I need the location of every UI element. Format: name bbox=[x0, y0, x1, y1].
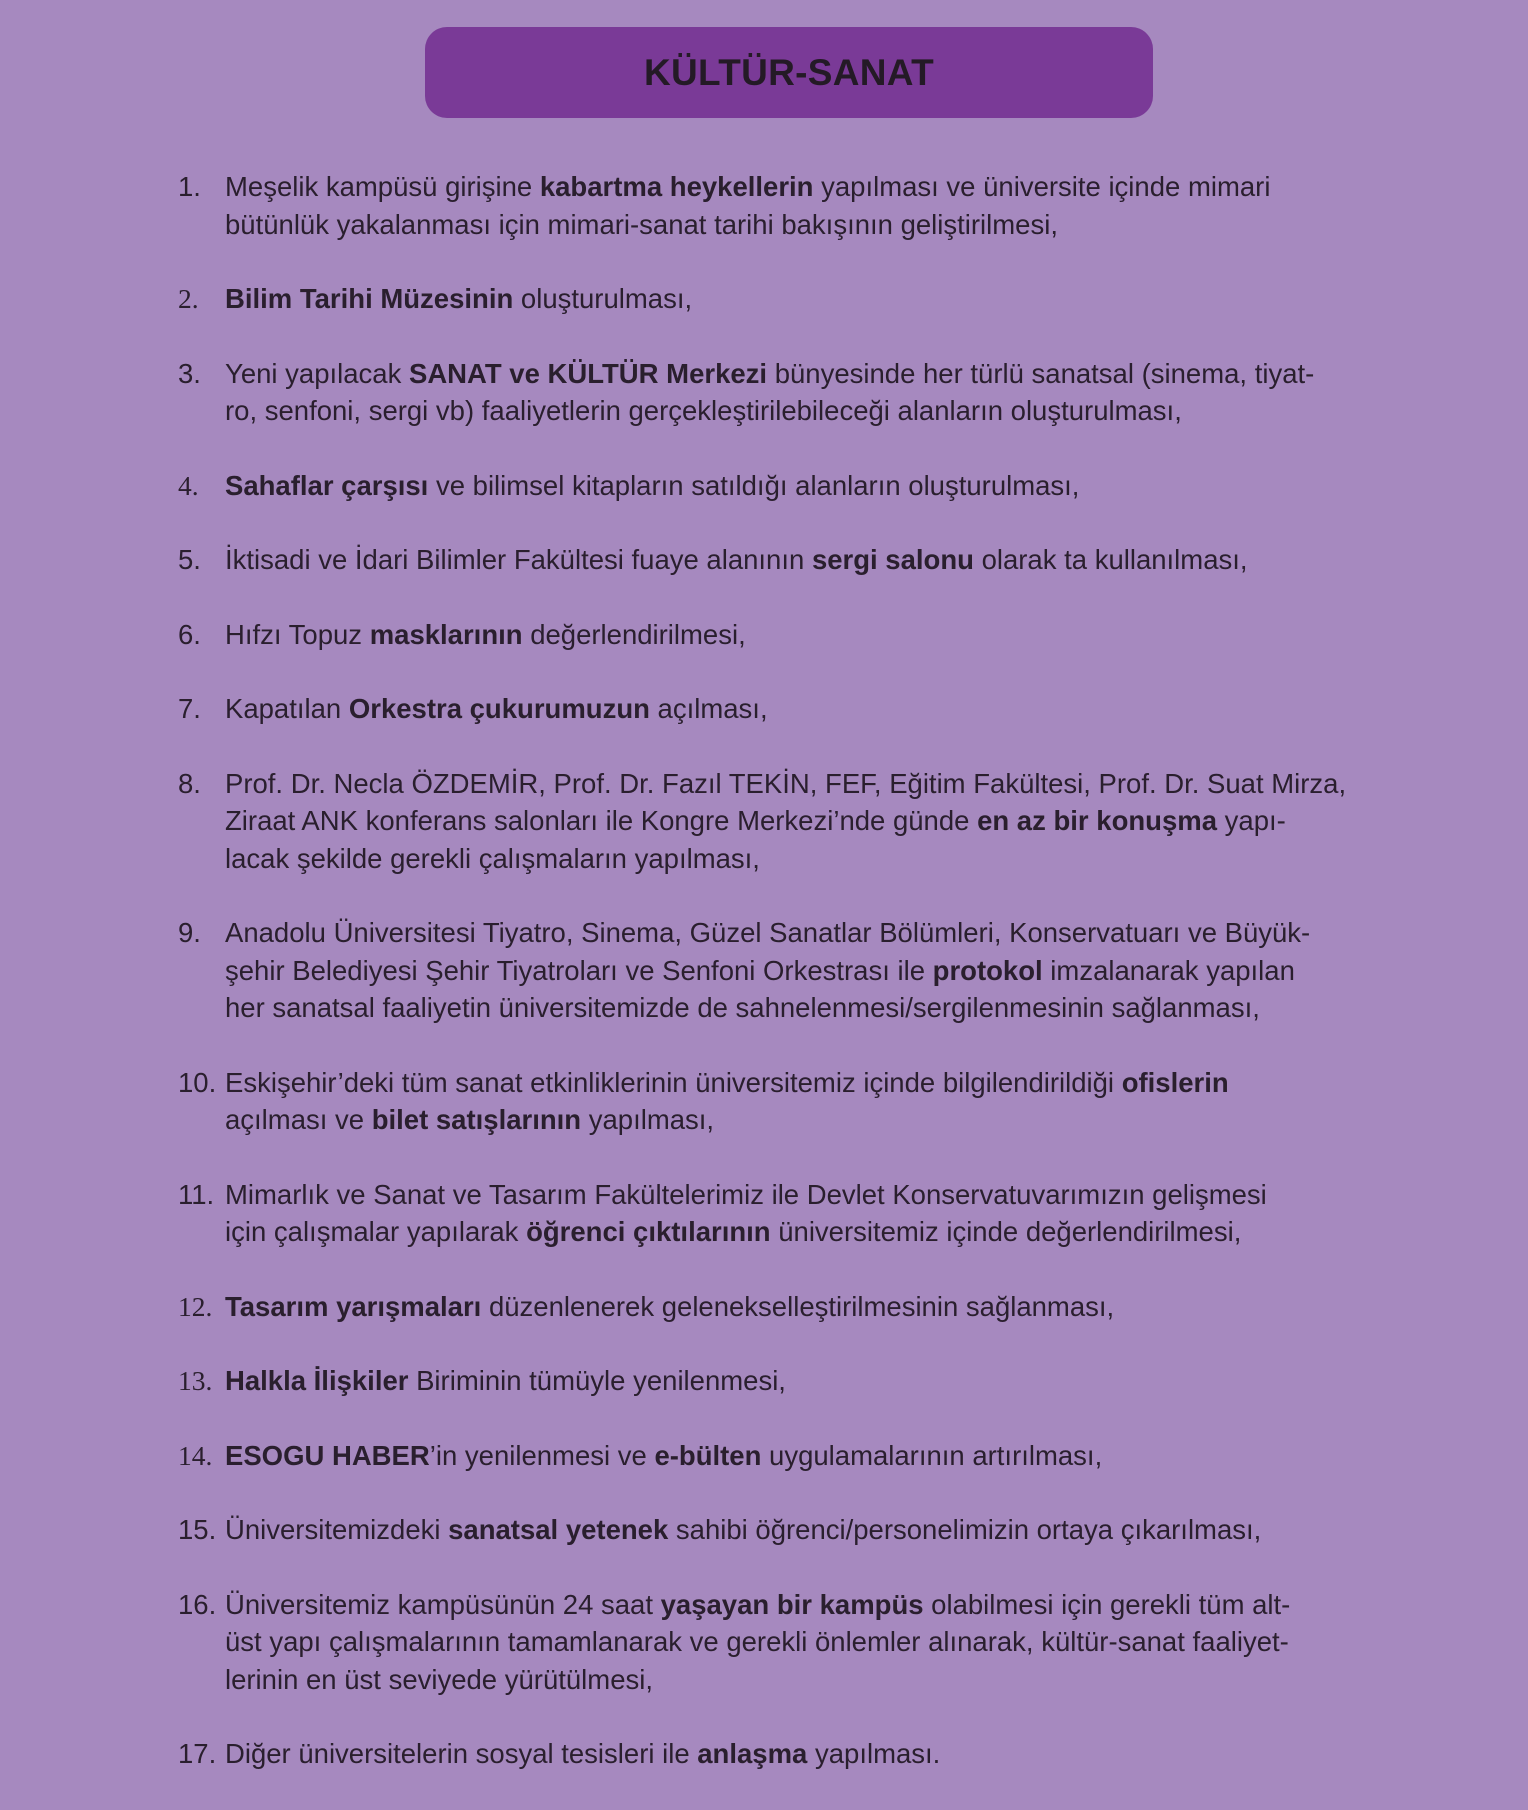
item-number: 8. bbox=[178, 767, 201, 799]
item-number: 16. bbox=[178, 1588, 217, 1620]
item-text-segment: ro, senfoni, sergi vb) faaliyetlerin gerçekleştirilebileceği alanların oluşturulması, bbox=[225, 395, 1182, 426]
item-text-segment: imzalanarak yapılan bbox=[1042, 954, 1295, 986]
item-number: 2. bbox=[178, 283, 199, 314]
list-item bbox=[178, 765, 1358, 878]
item-emphasis: öğrenci çıktılarının bbox=[526, 1216, 771, 1247]
item-text-segment: yapı- bbox=[1217, 805, 1286, 836]
item-text-segment: Meşelik kampüsü girişine bbox=[225, 171, 540, 202]
item-text-segment: lacak şekilde gerekli çalışmaların yapılması, bbox=[225, 842, 760, 874]
item-text-segment: Kapatılan bbox=[225, 693, 349, 724]
item-text bbox=[225, 1064, 1358, 1139]
item-emphasis: Sahaflar çarşısı bbox=[225, 469, 429, 501]
list-item bbox=[178, 1586, 1358, 1699]
item-number: 4. bbox=[178, 469, 199, 501]
item-text-segment: için çalışmalar yapılarak bbox=[225, 1216, 527, 1247]
item-text bbox=[225, 914, 1358, 1027]
list-item bbox=[178, 616, 1358, 654]
item-number: 1. bbox=[178, 171, 201, 202]
item-emphasis: e-bülten bbox=[654, 1439, 762, 1471]
item-number: 3. bbox=[178, 357, 201, 389]
item-text-segment: lerinin en üst seviyede yürütülmesi, bbox=[225, 1663, 653, 1695]
list-item bbox=[178, 1437, 1358, 1475]
item-emphasis: en az bir konuşma bbox=[977, 805, 1218, 836]
item-emphasis: Tasarım yarışmaları bbox=[225, 1290, 482, 1322]
item-emphasis: kabartma heykellerin bbox=[539, 171, 814, 202]
item-text-segment: bütünlük yakalanması için mimari-sanat tarihi bakışının geliştirilmesi, bbox=[225, 208, 1058, 240]
item-number: 15. bbox=[178, 1514, 217, 1545]
item-text-segment: ve bilimsel kitapların satıldığı alanların oluşturulması, bbox=[428, 469, 1080, 501]
item-number: 17. bbox=[178, 1738, 217, 1769]
item-text-segment: Anadolu Üniversitesi Tiyatro, Sinema, Güzel Sanatlar Bölümleri, Konservatuarı ve Büyük- bbox=[225, 917, 1311, 948]
item-emphasis: ESOGU HABER bbox=[225, 1439, 430, 1471]
item-text-segment: Eskişehir’deki tüm sanat etkinliklerinin üniversitemiz içinde bilgilendirildiği bbox=[225, 1066, 1122, 1098]
list-item bbox=[178, 914, 1358, 1027]
item-text-segment: İktisadi ve İdari Bilimler Fakültesi fuaye alanının bbox=[225, 544, 812, 575]
item-text bbox=[225, 1176, 1358, 1251]
item-text-segment: oluşturulması, bbox=[513, 283, 693, 314]
list-item bbox=[178, 541, 1358, 579]
item-emphasis: protokol bbox=[932, 954, 1043, 986]
item-text-segment: açılması ve bbox=[225, 1104, 372, 1135]
item-emphasis: sergi salonu bbox=[811, 544, 974, 575]
list-item bbox=[178, 355, 1358, 430]
item-text-segment: Biriminin tümüyle yenilenmesi, bbox=[408, 1365, 786, 1396]
list-item bbox=[178, 690, 1358, 728]
item-emphasis: masklarının bbox=[369, 618, 523, 650]
list-item bbox=[178, 1176, 1358, 1251]
item-emphasis: yaşayan bir kampüs bbox=[660, 1588, 924, 1620]
item-text-segment: bünyesinde her türlü sanatsal (sinema, tiyat- bbox=[767, 357, 1315, 389]
item-text-segment: Üniversitemiz kampüsünün 24 saat bbox=[225, 1588, 661, 1620]
list-item bbox=[178, 467, 1358, 505]
item-text-segment: Mimarlık ve Sanat ve Tasarım Fakültelerimiz ile Devlet Konservatuvarımızın gelişmesi bbox=[225, 1178, 1267, 1210]
item-text-segment: şehir Belediyesi Şehir Tiyatroları ve Senfoni Orkestrası ile bbox=[225, 954, 933, 986]
item-text bbox=[225, 467, 1358, 505]
item-number: 12. bbox=[178, 1290, 213, 1322]
item-text-segment: Prof. Dr. Necla ÖZDEMİR, Prof. Dr. Fazıl TEKİN, FEF, Eğitim Fakültesi, Prof. Dr. Suat Mirza, bbox=[225, 767, 1347, 799]
item-text bbox=[225, 1437, 1358, 1475]
item-text-segment: yapılması. bbox=[807, 1738, 941, 1769]
item-text bbox=[225, 1586, 1358, 1699]
item-text bbox=[225, 355, 1358, 430]
item-text-segment: Ziraat ANK konferans salonları ile Kongre Merkezi’nde günde bbox=[225, 805, 978, 836]
page-title: KÜLTÜR-SANAT bbox=[644, 51, 934, 93]
list-item bbox=[178, 1064, 1358, 1139]
item-text-segment: olarak ta kullanılması, bbox=[973, 544, 1248, 575]
item-emphasis: SANAT ve KÜLTÜR Merkezi bbox=[408, 357, 768, 389]
item-text bbox=[225, 1362, 1358, 1400]
item-text-segment: Hıfzı Topuz bbox=[225, 618, 370, 650]
item-text bbox=[225, 1288, 1358, 1326]
numbered-list bbox=[178, 168, 1358, 1810]
item-emphasis: Halkla İlişkiler bbox=[225, 1365, 409, 1396]
item-text bbox=[225, 541, 1358, 579]
item-number: 7. bbox=[178, 693, 201, 724]
item-number: 9. bbox=[178, 917, 201, 948]
item-text bbox=[225, 1735, 1358, 1773]
item-text-segment: Diğer üniversitelerin sosyal tesisleri ile bbox=[225, 1738, 698, 1769]
item-emphasis: Bilim Tarihi Müzesinin bbox=[225, 283, 514, 314]
list-item bbox=[178, 1511, 1358, 1549]
item-text-segment: sahibi öğrenci/personelimizin ortaya çıkarılması, bbox=[668, 1514, 1262, 1545]
item-number: 11. bbox=[178, 1178, 215, 1210]
item-text-segment: olabilmesi için gerekli tüm alt- bbox=[923, 1588, 1291, 1620]
item-number: 14. bbox=[178, 1439, 213, 1471]
item-number: 10. bbox=[178, 1066, 217, 1098]
item-text-segment: üniversitemiz içinde değerlendirilmesi, bbox=[770, 1216, 1242, 1247]
item-text bbox=[225, 280, 1358, 318]
item-text bbox=[225, 616, 1358, 654]
title-banner bbox=[425, 27, 1153, 118]
item-text bbox=[225, 168, 1358, 243]
item-text-segment: uygulamalarının artırılması, bbox=[761, 1439, 1103, 1471]
item-text-segment: düzenlenerek gelenekselleştirilmesinin sağlanması, bbox=[481, 1290, 1115, 1322]
item-number: 5. bbox=[178, 544, 201, 575]
item-number: 13. bbox=[178, 1365, 213, 1396]
item-number: 6. bbox=[178, 618, 201, 650]
item-text-segment: Üniversitemizdeki bbox=[225, 1514, 449, 1545]
list-item bbox=[178, 1288, 1358, 1326]
item-emphasis: ofislerin bbox=[1121, 1066, 1229, 1098]
item-emphasis: Orkestra çukurumuzun bbox=[348, 693, 650, 724]
item-text-segment: ’in yenilenmesi ve bbox=[429, 1439, 655, 1471]
list-item bbox=[178, 168, 1358, 243]
item-text-segment: her sanatsal faaliyetin üniversitemizde de sahnelenmesi/sergilenmesinin sağlanması, bbox=[225, 992, 1260, 1023]
item-text-segment: açılması, bbox=[649, 693, 768, 724]
item-emphasis: sanatsal yetenek bbox=[448, 1514, 669, 1545]
item-text-segment: yapılması ve üniversite içinde mimari bbox=[813, 171, 1271, 202]
item-emphasis: anlaşma bbox=[697, 1738, 808, 1769]
item-text bbox=[225, 1511, 1358, 1549]
item-text-segment: üst yapı çalışmalarının tamamlanarak ve gerekli önlemler alınarak, kültür-sanat faaliyet- bbox=[225, 1626, 1289, 1657]
item-text-segment: yapılması, bbox=[581, 1104, 715, 1135]
item-text bbox=[225, 765, 1358, 878]
list-item bbox=[178, 280, 1358, 318]
item-emphasis: bilet satışlarının bbox=[371, 1104, 582, 1135]
list-item bbox=[178, 1735, 1358, 1773]
item-text-segment: değerlendirilmesi, bbox=[522, 618, 746, 650]
item-text bbox=[225, 690, 1358, 728]
list-item bbox=[178, 1362, 1358, 1400]
item-text-segment: Yeni yapılacak bbox=[225, 357, 409, 389]
